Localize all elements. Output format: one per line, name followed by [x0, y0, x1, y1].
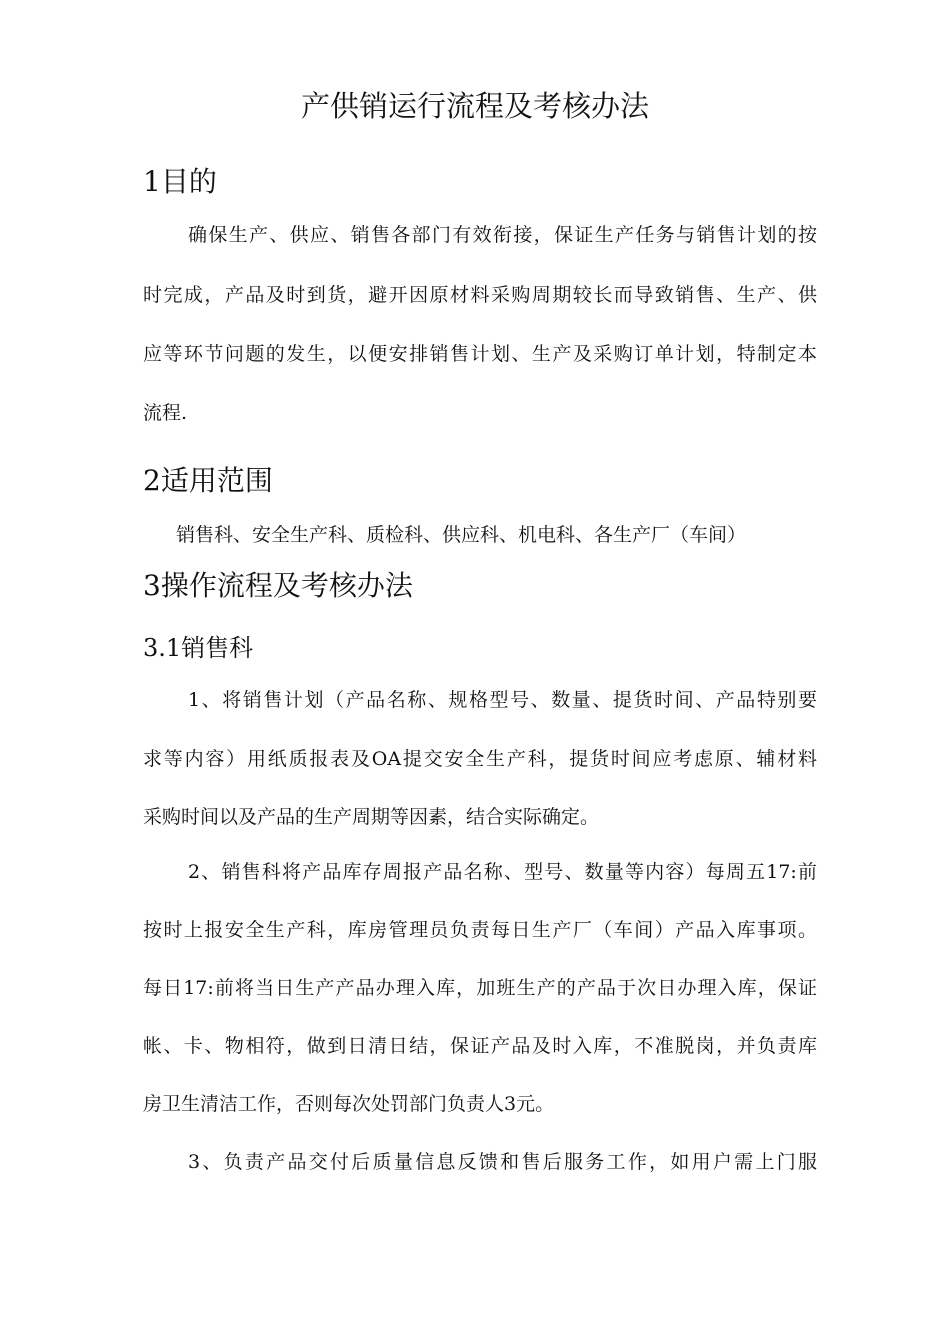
section-heading-procedure: 3操作流程及考核办法 [143, 569, 413, 602]
paragraph-line: 流程. [143, 402, 188, 424]
scope-text: 销售科、安全生产科、质检科、供应科、机电科、各生产厂（车间） [176, 524, 747, 546]
section-heading-scope: 2适用范围 [143, 464, 273, 497]
section-heading-purpose: 1目的 [143, 165, 217, 198]
subsection-heading-sales: 3.1销售科 [143, 634, 254, 662]
paragraph-line: 房卫生清洁工作，否则每次处罚部门负责人3元。 [143, 1093, 555, 1115]
paragraph-line: 应等环节问题的发生，以便安排销售计划、生产及采购订单计划，特制定本 [143, 343, 817, 365]
paragraph-line: 帐、卡、物相符，做到日清日结，保证产品及时入库，不准脱岗，并负责库 [143, 1035, 817, 1057]
paragraph-line: 3、负责产品交付后质量信息反馈和售后服务工作，如用户需上门服 [188, 1151, 817, 1173]
paragraph-line: 按时上报安全生产科，库房管理员负责每日生产厂（车间）产品入库事项。 [143, 919, 817, 941]
paragraph-line: 采购时间以及产品的生产周期等因素，结合实际确定。 [143, 806, 600, 828]
paragraph-line: 求等内容）用纸质报表及OA提交安全生产科，提货时间应考虑原、辅材料 [143, 748, 817, 770]
paragraph-line: 2、销售科将产品库存周报产品名称、型号、数量等内容）每周五17:前 [188, 861, 817, 883]
paragraph-line: 确保生产、供应、销售各部门有效衔接，保证生产任务与销售计划的按 [188, 224, 817, 246]
document-title: 产供销运行流程及考核办法 [300, 89, 649, 123]
paragraph-line: 1、将销售计划（产品名称、规格型号、数量、提货时间、产品特别要 [188, 689, 817, 711]
paragraph-line: 时完成，产品及时到货，避开因原材料采购周期较长而导致销售、生产、供 [143, 284, 817, 306]
paragraph-line: 每日17:前将当日生产产品办理入库，加班生产的产品于次日办理入库，保证 [143, 977, 817, 999]
